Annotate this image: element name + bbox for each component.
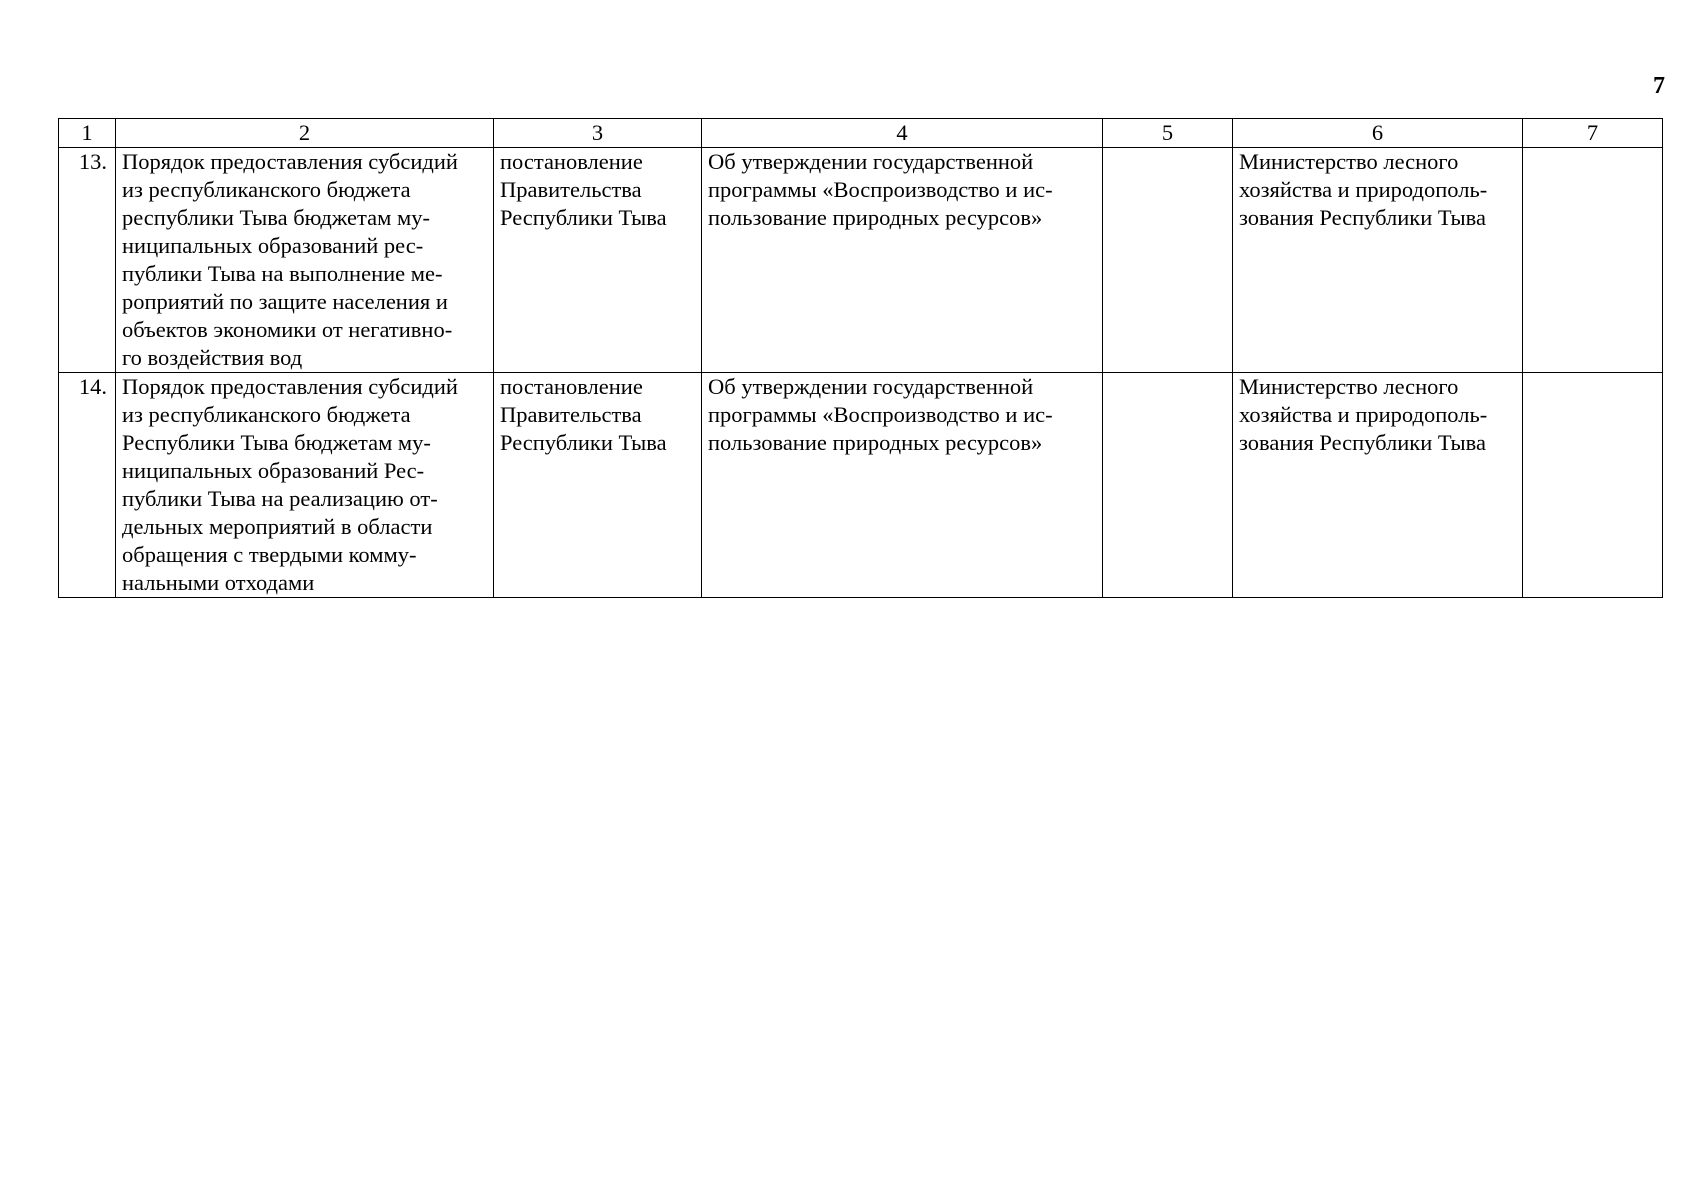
cell-text-line: Порядок предоставления субсидий: [122, 374, 458, 399]
cell-text-line: из республиканского бюджета: [122, 402, 411, 427]
responsible-cell: [1233, 148, 1523, 373]
cell-text-line: Республики Тыва бюджетам му-: [122, 430, 431, 455]
cell-text-line: объектов экономики от негативно-: [122, 317, 453, 342]
document-type-cell: [494, 373, 702, 598]
cell-text-line: дельных мероприятий в области: [122, 514, 433, 539]
document-table: [58, 118, 1663, 598]
cell-text-line: Правительства: [500, 402, 642, 427]
table-row: [59, 373, 1663, 598]
cell-text-line: Правительства: [500, 177, 642, 202]
column-header-3: 3: [494, 119, 702, 148]
cell-text-line: Порядок предоставления субсидий: [122, 149, 458, 174]
table-header-row: [59, 119, 1663, 148]
cell-text-line: Республики Тыва: [500, 205, 667, 230]
cell-text-line: постановление: [500, 374, 643, 399]
column-header-2: 2: [116, 119, 494, 148]
document-type-cell: [494, 148, 702, 373]
cell-text-line: постановление: [500, 149, 643, 174]
cell-text-line: из республиканского бюджета: [122, 177, 411, 202]
cell-text-line: Об утверждении государственной: [708, 374, 1034, 399]
cell-text-line: Республики Тыва: [500, 430, 667, 455]
document-title-cell: [116, 148, 494, 373]
cell-text-line: публики Тыва на реализацию от-: [122, 486, 438, 511]
empty-cell-col5: [1103, 373, 1233, 598]
empty-cell-col5: [1103, 148, 1233, 373]
page-number: 7: [1653, 73, 1665, 99]
column-header-4: 4: [702, 119, 1103, 148]
cell-text-line: Об утверждении государственной: [708, 149, 1034, 174]
column-header-1: 1: [59, 119, 116, 148]
cell-text-line: программы «Воспроизводство и ис-: [708, 177, 1053, 202]
cell-text-line: хозяйства и природополь-: [1239, 402, 1488, 427]
column-header-6: 6: [1233, 119, 1523, 148]
cell-text-line: Министерство лесного: [1239, 149, 1459, 174]
row-number: 13.: [59, 148, 116, 373]
cell-text-line: зования Республики Тыва: [1239, 430, 1486, 455]
responsible-cell: [1233, 373, 1523, 598]
column-header-7: 7: [1523, 119, 1663, 148]
cell-text-line: пользование природных ресурсов»: [708, 205, 1043, 230]
cell-text-line: нальными отходами: [122, 570, 315, 595]
row-number: 14.: [59, 373, 116, 598]
cell-text-line: хозяйства и природополь-: [1239, 177, 1488, 202]
cell-text-line: зования Республики Тыва: [1239, 205, 1486, 230]
cell-text-line: го воздействия вод: [122, 345, 303, 370]
program-cell: [702, 148, 1103, 373]
document-title-cell: [116, 373, 494, 598]
empty-cell-col7: [1523, 373, 1663, 598]
program-cell: [702, 373, 1103, 598]
cell-text-line: ниципальных образований рес-: [122, 233, 424, 258]
cell-text-line: роприятий по защите населения и: [122, 289, 448, 314]
cell-text-line: республики Тыва бюджетам му-: [122, 205, 430, 230]
column-header-5: 5: [1103, 119, 1233, 148]
table-row: [59, 148, 1663, 373]
cell-text-line: Министерство лесного: [1239, 374, 1459, 399]
empty-cell-col7: [1523, 148, 1663, 373]
cell-text-line: пользование природных ресурсов»: [708, 430, 1043, 455]
cell-text-line: ниципальных образований Рес-: [122, 458, 425, 483]
cell-text-line: публики Тыва на выполнение ме-: [122, 261, 443, 286]
cell-text-line: программы «Воспроизводство и ис-: [708, 402, 1053, 427]
cell-text-line: обращения с твердыми комму-: [122, 542, 417, 567]
